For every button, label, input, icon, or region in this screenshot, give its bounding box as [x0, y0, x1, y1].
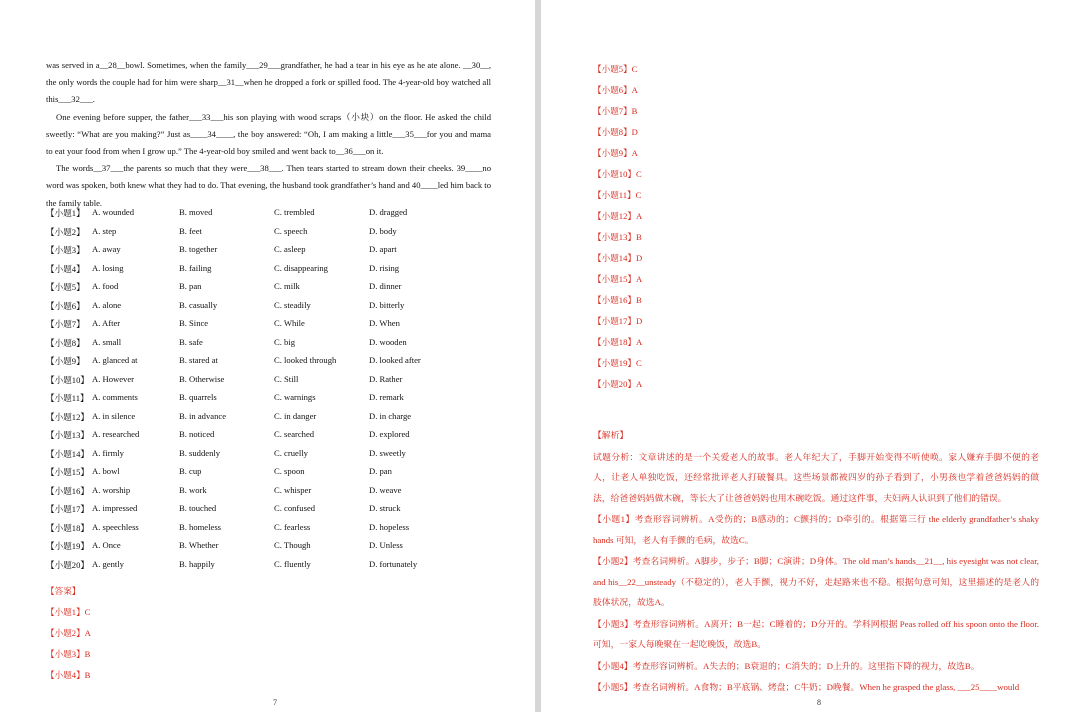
- option-d: D. bitterly: [369, 299, 405, 310]
- option-b: B. suddenly: [179, 447, 221, 458]
- answer-item: 【小题10】C: [593, 169, 642, 179]
- question-number: 【小题4】: [46, 263, 85, 274]
- option-a: A. step: [92, 225, 117, 236]
- option-d: D. fortunately: [369, 558, 418, 569]
- option-a: A. After: [92, 318, 121, 328]
- option-b: B. happily: [179, 558, 215, 569]
- option-d: D. looked after: [369, 355, 421, 365]
- answer-item: 【小题17】D: [593, 316, 643, 326]
- answer-item: 【小题18】A: [593, 337, 643, 347]
- option-c: C. big: [274, 336, 296, 347]
- option-a: A. researched: [92, 429, 140, 439]
- option-b: B. in advance: [179, 410, 227, 421]
- option-b: B. work: [179, 484, 207, 495]
- passage-paragraph: was served in a__28__bowl. Sometimes, when the family___29___grandfather, he had a tear in his eye as he ate alone. __30__, the only words the couple had for him were sharp__31__when he dropped a fork or spilled food. The 4-year-old boy watched all this___32___.: [46, 60, 491, 105]
- question-number: 【小题1】: [46, 208, 85, 218]
- option-c: C. asleep: [274, 244, 306, 254]
- question-number: 【小题17】: [46, 504, 89, 514]
- option-a: A. bowl: [92, 466, 120, 476]
- option-a: A. firmly: [92, 447, 124, 458]
- option-c: C. trembled: [274, 207, 315, 217]
- option-a: A. worship: [92, 484, 131, 495]
- passage-paragraph: The words__37___the parents so much that they were___38___. Then tears started to stream down their cheeks. 39____no word was spoken, both knew what they had to do. That evening, the husband took grandfather’s hand and 40____led him back to the family table.: [46, 163, 491, 208]
- option-d: D. body: [369, 225, 397, 236]
- answer-item: 【小题20】A: [593, 379, 643, 389]
- answer-item: 【小题4】B: [46, 670, 91, 680]
- option-c: C. fluently: [274, 558, 311, 569]
- option-d: D. wooden: [369, 336, 407, 347]
- answer-item: 【小题11】C: [593, 190, 642, 200]
- answer-item: 【小题12】A: [593, 211, 643, 221]
- option-c: C. confused: [274, 503, 316, 513]
- answer-item: 【小题3】B: [46, 649, 91, 659]
- option-c: C. searched: [274, 429, 315, 439]
- answer-section: [46, 585, 91, 690]
- question-number: 【小题11】: [46, 393, 89, 403]
- analysis-paragraph: 【小题1】考查形容词辨析。A受伤的；B感动的；C颤抖的；D牵引的。根据第三行 the elderly grandfather’s shaky hands 可知，老人有手颤的毛病，故选C。: [593, 514, 1039, 545]
- option-d: D. Rather: [369, 373, 403, 384]
- option-d: D. apart: [369, 244, 397, 254]
- option-a: A. comments: [92, 392, 138, 402]
- option-b: B. homeless: [179, 521, 222, 532]
- answer-item: 【小题5】C: [593, 64, 638, 74]
- question-number: 【小题10】: [46, 374, 89, 385]
- question-number: 【小题3】: [46, 245, 85, 255]
- option-c: C. warnings: [274, 392, 316, 402]
- answer-item: 【小题8】D: [593, 127, 638, 137]
- question-number: 【小题18】: [46, 522, 89, 533]
- option-a: A. wounded: [92, 207, 135, 217]
- question-number: 【小题2】: [46, 226, 85, 237]
- option-c: C. in danger: [274, 410, 317, 421]
- option-a: A. Once: [92, 540, 121, 550]
- option-b: B. feet: [179, 225, 202, 236]
- option-d: D. sweetly: [369, 447, 406, 458]
- question-number: 【小题13】: [46, 430, 89, 440]
- option-b: B. touched: [179, 503, 217, 513]
- option-d: D. remark: [369, 392, 404, 402]
- option-b: B. Since: [179, 318, 209, 328]
- option-c: C. Though: [274, 540, 311, 550]
- option-c: C. Still: [274, 373, 299, 384]
- option-a: A. in silence: [92, 410, 136, 421]
- option-d: D. weave: [369, 484, 402, 495]
- question-number: 【小题9】: [46, 356, 85, 366]
- option-c: C. looked through: [274, 355, 337, 365]
- option-c: C. disappearing: [274, 262, 328, 273]
- passage-paragraph: One evening before supper, the father___33___his son playing with wood scraps（小块）on the floor. He asked the child sweetly: “What are you making?” Just as____34____, the boy answered: “Oh, I am making a little___35___for you and mama to eat your food from when I grow up.” The 4-year-old boy smiled and went back to__36___on it.: [46, 111, 491, 157]
- option-a: A. speechless: [92, 521, 139, 532]
- question-number: 【小题6】: [46, 300, 85, 311]
- option-a: A. food: [92, 281, 119, 291]
- answer-item: 【小题14】D: [593, 253, 643, 263]
- option-a: A. small: [92, 336, 122, 347]
- question-number: 【小题16】: [46, 485, 89, 496]
- option-c: C. While: [274, 318, 305, 328]
- answer-header: 【答案】: [46, 586, 81, 596]
- option-b: B. safe: [179, 336, 203, 347]
- answer-item: 【小题6】A: [593, 85, 638, 95]
- option-a: A. losing: [92, 262, 124, 273]
- option-a: A. glanced at: [92, 355, 138, 365]
- question-number: 【小题8】: [46, 337, 85, 348]
- option-b: B. Whether: [179, 540, 219, 550]
- answer-item: 【小题2】A: [46, 628, 91, 638]
- analysis-paragraph: 【小题2】考查名词辨析。A脚步，步子；B脚；C演讲；D身体。The old man’s hands__21__, his eyesight was not clear, and his__22__unsteady（不稳定的），老人手颤，视力不好，走起路来也不稳。根据句意可知，这里描述的是老人的肢体状况，故选A。: [593, 556, 1039, 607]
- page-number: 7: [273, 698, 277, 707]
- answer-item: 【小题9】A: [593, 148, 638, 158]
- option-a: A. impressed: [92, 503, 138, 513]
- option-d: D. hopeless: [369, 521, 410, 532]
- option-c: C. fearless: [274, 521, 311, 532]
- option-b: B. Otherwise: [179, 373, 225, 384]
- option-d: D. Unless: [369, 540, 403, 550]
- option-b: B. casually: [179, 299, 218, 310]
- option-c: C. spoon: [274, 466, 305, 476]
- option-b: B. pan: [179, 281, 202, 291]
- option-b: B. failing: [179, 262, 212, 273]
- option-a: A. away: [92, 244, 121, 254]
- option-c: C. steadily: [274, 299, 311, 310]
- option-b: B. cup: [179, 466, 202, 476]
- answer-item: 【小题16】B: [593, 295, 642, 305]
- option-a: A. alone: [92, 299, 122, 310]
- option-d: D. When: [369, 318, 400, 328]
- option-b: B. moved: [179, 207, 213, 217]
- option-d: D. rising: [369, 262, 400, 273]
- question-number: 【小题15】: [46, 467, 89, 477]
- answer-item: 【小题19】C: [593, 358, 642, 368]
- option-d: D. pan: [369, 466, 392, 476]
- option-a: A. gently: [92, 558, 124, 569]
- question-number: 【小题20】: [46, 559, 89, 570]
- question-number: 【小题5】: [46, 282, 85, 292]
- analysis-paragraph: 【小题3】考查形容词辨析。A离开；B一起；C睡着的；D分开的。学科网根据 Peas rolled off his spoon onto the floor.可知，一家人每晚聚在一起吃晚饭，故选B。: [593, 618, 1039, 649]
- passage: [46, 57, 491, 212]
- option-b: B. together: [179, 244, 218, 254]
- analysis-paragraph: 【小题5】考查名词辨析。A食物；B平底锅、烤盘；C牛奶；D晚餐。When he grasped the glass, ___25____would: [593, 682, 1020, 692]
- answer-item: 【小题15】A: [593, 274, 643, 284]
- option-d: D. explored: [369, 429, 410, 439]
- option-c: C. milk: [274, 281, 300, 291]
- answer-item: 【小题13】B: [593, 232, 642, 242]
- question-number: 【小题14】: [46, 448, 89, 459]
- answer-item: 【小题1】C: [46, 607, 91, 617]
- question-number: 【小题12】: [46, 411, 89, 422]
- option-b: B. noticed: [179, 429, 215, 439]
- option-b: B. stared at: [179, 355, 218, 365]
- option-c: C. speech: [274, 225, 308, 236]
- option-d: D. dinner: [369, 281, 402, 291]
- analysis-paragraph: 试题分析：文章讲述的是一个关爱老人的故事。老人年纪大了，手脚开始变得不听使唤。家人嫌弃手脚不便的老人，让老人单独吃饭，还经常批评老人打破餐具。这些场景都被四岁的孙子看到了，小男孩也学着爸爸妈妈的做法，给爸爸妈妈做木碗，等长大了让爸爸妈妈也用木碗吃饭。通过这件事，夫妇两人认识到了他们的错误。: [593, 451, 1039, 503]
- option-d: D. struck: [369, 503, 401, 513]
- analysis-paragraph: 【小题4】考查形容词辨析。A失去的；B衰退的；C消失的；D上升的。这里指下降的视力，故选B。: [593, 660, 980, 671]
- question-number: 【小题19】: [46, 541, 89, 551]
- option-a: A. However: [92, 373, 134, 384]
- answer-item: 【小题7】B: [593, 106, 638, 116]
- answer-list: [593, 63, 642, 399]
- page-8: [541, 0, 1076, 712]
- option-c: C. whisper: [274, 484, 312, 495]
- analysis: [593, 425, 1039, 699]
- question-number: 【小题7】: [46, 319, 85, 329]
- option-c: C. cruelly: [274, 447, 308, 458]
- option-d: D. dragged: [369, 207, 408, 217]
- page-7: [0, 0, 535, 712]
- option-d: D. in charge: [369, 410, 412, 421]
- analysis-header: 【解析】: [593, 430, 629, 440]
- option-b: B. quarrels: [179, 392, 217, 402]
- page-number: 8: [817, 698, 821, 707]
